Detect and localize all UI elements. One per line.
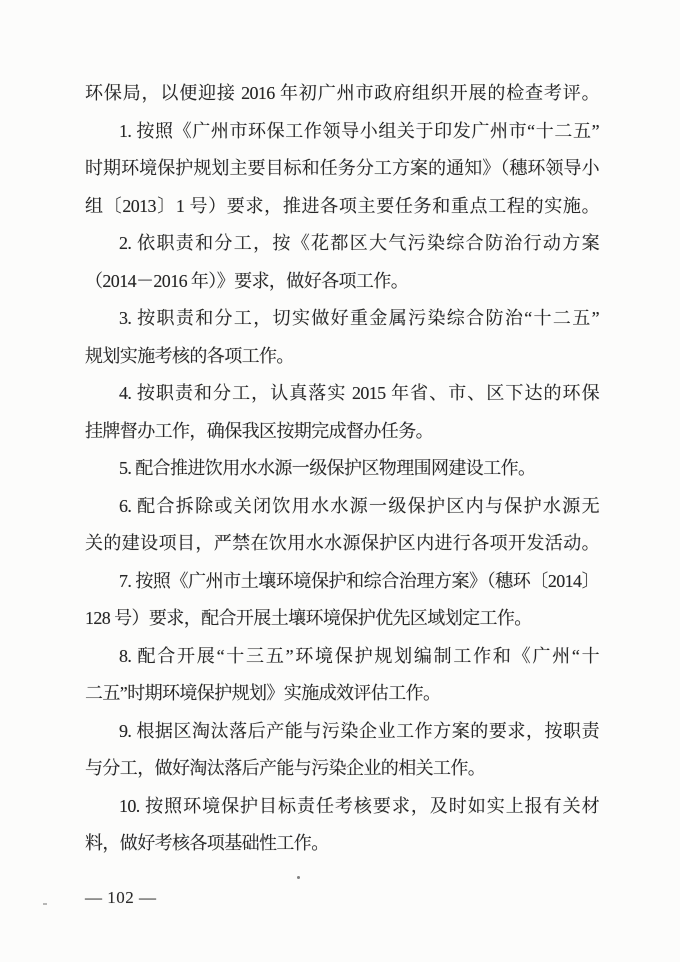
text-line: 4. 按职责和分工，认真落实 2015 年省、市、区下达的环保: [119, 383, 599, 403]
text-line: 128 号）要求，配合开展土壤环境保护优先区域划定工作。: [85, 608, 532, 628]
document-body: [85, 75, 599, 863]
text-line: 6. 配合拆除或关闭饮用水水源一级保护区内与保护水源无: [119, 495, 599, 516]
text-line: 5. 配合推进饮用水水源一级保护区物理围网建设工作。: [119, 458, 536, 478]
text-line: 10. 按照环境保护目标责任考核要求，及时如实上报有关材: [119, 795, 599, 816]
scan-artifact-dot: [297, 876, 300, 879]
text-line: 二五”时期环境保护规划》实施成效评估工作。: [85, 683, 441, 703]
text-line: （2014－2016 年）》要求，做好各项工作。: [85, 270, 409, 291]
text-line: 8. 配合开展“十三五”环境保护规划编制工作和《广州“十: [119, 645, 599, 666]
text-line: 环保局，以便迎接 2016 年初广州市政府组织开展的检查考评。: [85, 83, 599, 103]
text-line: 组〔2013〕1 号）要求，推进各项主要任务和重点工程的实施。: [85, 195, 599, 216]
text-line: 9. 根据区淘汰落后产能与污染企业工作方案的要求，按职责: [119, 720, 599, 741]
text-line: 料，做好考核各项基础性工作。: [85, 833, 329, 853]
text-line: 时期环境保护规划主要目标和任务分工方案的通知》（穗环领导小: [85, 158, 599, 178]
text-line: 2. 依职责和分工，按《花都区大气污染综合防治行动方案: [119, 233, 599, 253]
scan-artifact-speck: [43, 903, 47, 905]
text-line: 1. 按照《广州市环保工作领导小组关于印发广州市“十二五”: [119, 120, 599, 141]
text-line: 关的建设项目，严禁在饮用水水源保护区内进行各项开发活动。: [85, 533, 599, 553]
text-line: 规划实施考核的各项工作。: [85, 345, 294, 366]
text-line: 7. 按照《广州市土壤环境保护和综合治理方案》（穗环〔2014〕: [119, 570, 599, 591]
text-line: 3. 按职责和分工，切实做好重金属污染综合防治“十二五”: [119, 308, 599, 328]
text-line: 与分工，做好淘汰落后产能与污染企业的相关工作。: [85, 758, 486, 778]
page-number: — 102 —: [85, 888, 157, 907]
text-line: 挂牌督办工作，确保我区按期完成督办任务。: [85, 420, 433, 441]
